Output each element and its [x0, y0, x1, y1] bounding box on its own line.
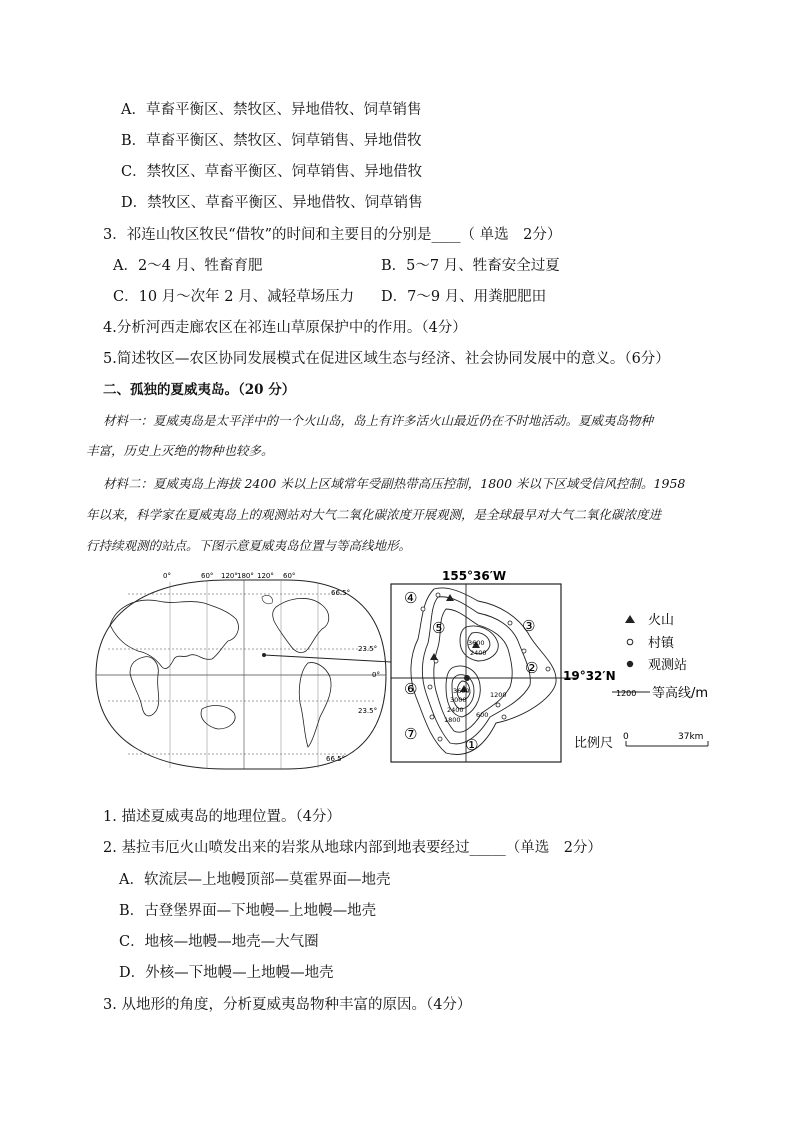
contour-label: 3600: [453, 687, 470, 695]
question-4: 4.分析河西走廊农区在祁连山草原保护中的作用。（4分）: [103, 320, 467, 336]
island-map: [391, 569, 616, 762]
lon-label-180: 180°: [237, 572, 254, 580]
section-2-title: 二、孤独的夏威夷岛。（20 分）: [103, 382, 296, 398]
question-3-option-d: D．7～9 月、用粪肥肥田: [381, 289, 547, 305]
contour-label: 1800: [444, 716, 461, 724]
volcano-icon: [625, 615, 635, 623]
circled-number-5: ⑤: [432, 619, 446, 637]
option-a: A．草畜平衡区、禁牧区、异地借牧、饲草销售: [121, 102, 422, 118]
town-icon: [627, 639, 633, 645]
circled-number-2: ②: [525, 659, 539, 677]
contour-label: 3000: [450, 696, 467, 704]
s2-question-2-option-d: D．外核—下地幔—上地幔—地壳: [119, 965, 334, 981]
contour-label: 2400: [470, 649, 487, 657]
material-2-line-1: 材料二：夏威夷岛上海拔 2400 米以上区域常年受副热带高压控制，1800 米以下区域受信风控制。1958: [103, 476, 686, 491]
option-c: C．禁牧区、草畜平衡区、饲草销售、异地借牧: [121, 164, 423, 180]
lon-label-0: 0°: [163, 572, 171, 580]
lat-label-n23: 23.5°: [358, 645, 378, 653]
scale-label: 比例尺: [574, 736, 614, 751]
legend-town: 村镇: [648, 636, 675, 651]
legend-contour-sample: 1200: [616, 689, 637, 698]
legend-contour: 等高线/m: [652, 686, 709, 701]
circled-number-3: ③: [522, 617, 536, 635]
hawaii-figure: [86, 567, 726, 782]
circled-number-4: ④: [404, 589, 418, 607]
contour-label: 1200: [490, 691, 507, 699]
contour-label: 3600: [468, 639, 485, 647]
contour-label: 2400: [447, 706, 464, 714]
lat-label-equator: 0°: [372, 671, 380, 679]
question-3-option-c: C．10 月～次年 2 月、减轻草场压力: [113, 289, 355, 305]
s2-question-2-option-c: C．地核—地幔—地壳—大气圈: [119, 934, 319, 950]
s2-question-2-option-b: B．古登堡界面—下地幔—上地幔—地壳: [119, 903, 377, 919]
contour-label: 600: [476, 711, 489, 719]
material-1-line-1: 材料一：夏威夷岛是太平洋中的一个火山岛，岛上有许多活火山最近仍在不时地活动。夏威夷岛物种: [103, 413, 654, 428]
s2-question-2-option-a: A．软流层—上地幔顶部—莫霍界面—地壳: [119, 872, 391, 888]
world-map: [96, 572, 391, 769]
lon-label-120e: 120°: [221, 572, 238, 580]
lat-label-s66: 66.5°: [326, 755, 346, 763]
circled-number-6: ⑥: [404, 680, 418, 698]
question-5: 5.简述牧区—农区协同发展模式在促进区域生态与经济、社会协同发展中的意义。（6分）: [103, 351, 670, 367]
s2-question-2-stem: 2. 基拉韦厄火山喷发出来的岩浆从地球内部到地表要经过_____（单选 2分）: [103, 840, 602, 856]
question-3-stem: 3．祁连山牧区牧民“借牧”的时间和主要目的分别是____（ 单选 2分）: [103, 227, 562, 243]
option-d: D．禁牧区、草畜平衡区、异地借牧、饲草销售: [121, 195, 423, 211]
circled-number-1: ①: [465, 736, 479, 754]
material-1-line-2: 丰富，历史上灭绝的物种也较多。: [86, 443, 274, 458]
lon-label-60w: 60°: [283, 572, 296, 580]
lat-label-s23: 23.5°: [358, 707, 378, 715]
scale-zero: 0: [623, 732, 629, 742]
question-3-option-a: A．2～4 月、牲畜育肥: [113, 258, 263, 274]
material-2-line-2: 年以来，科学家在夏威夷岛上的观测站对大气二氧化碳浓度开展观测，是全球最早对大气二氧化碳浓度进: [86, 507, 662, 522]
legend-volcano: 火山: [648, 613, 675, 628]
longitude-label: 155°36′W: [442, 569, 507, 583]
lat-label-n66: 66.5°: [331, 589, 351, 597]
lon-label-120w: 120°: [257, 572, 274, 580]
station-icon: [627, 661, 633, 667]
lon-label-60e: 60°: [201, 572, 214, 580]
material-2-line-3: 行持续观测的站点。下图示意夏威夷岛位置与等高线地形。: [86, 538, 412, 553]
question-3-option-b: B．5～7 月、牲畜安全过夏: [381, 258, 560, 274]
scale-distance: 37km: [678, 732, 704, 742]
latitude-label: 19°32′N: [563, 669, 616, 683]
option-b: B．草畜平衡区、禁牧区、饲草销售、异地借牧: [121, 133, 422, 149]
legend-station: 观测站: [648, 658, 688, 673]
circled-number-7: ⑦: [404, 725, 418, 743]
s2-question-1: 1. 描述夏威夷岛的地理位置。（4分）: [103, 809, 341, 825]
s2-question-3: 3. 从地形的角度，分析夏威夷岛物种丰富的原因。（4分）: [103, 997, 472, 1013]
